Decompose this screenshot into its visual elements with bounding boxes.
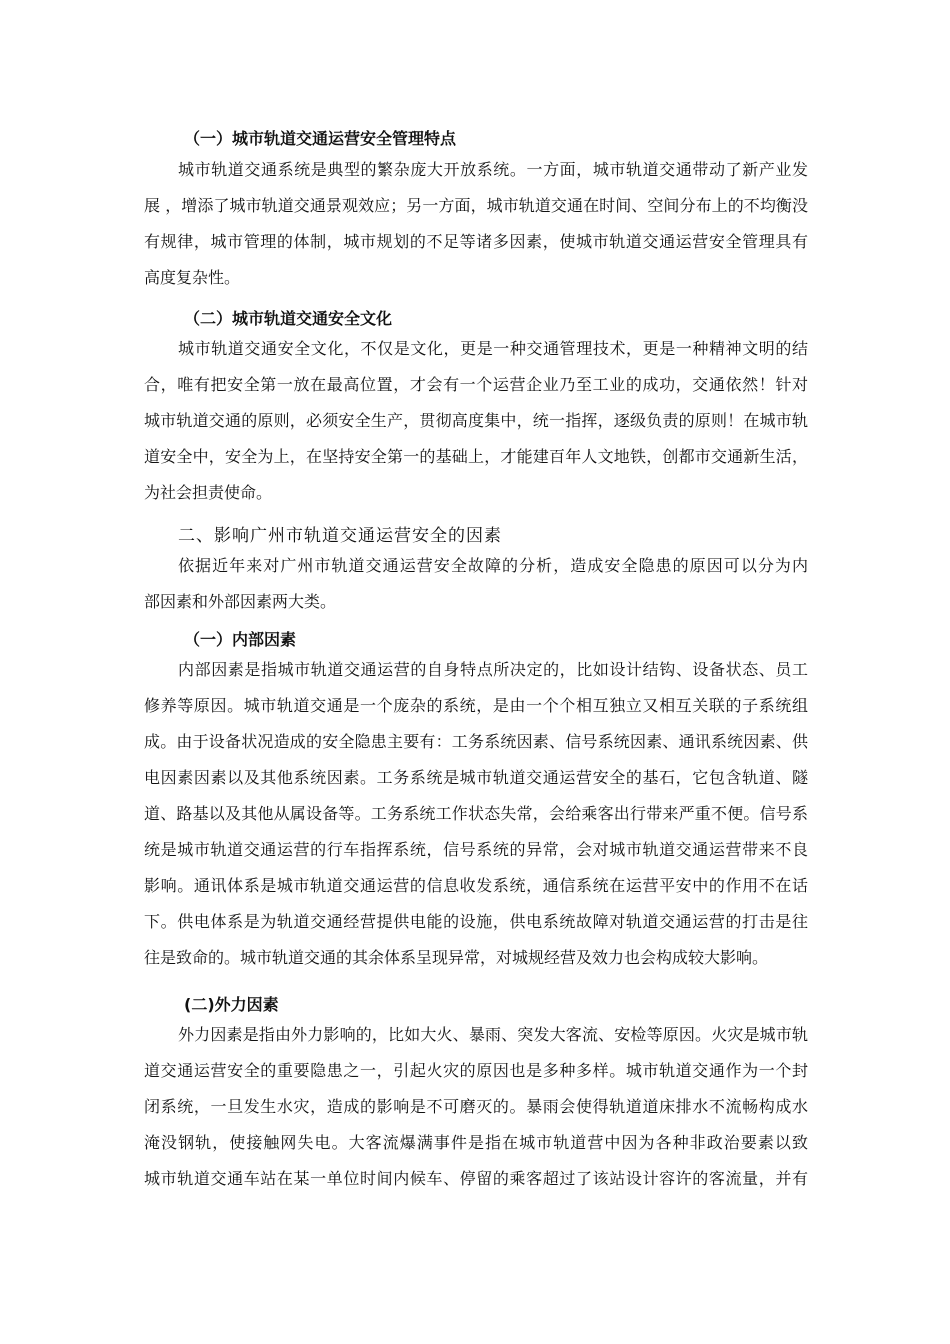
section-heading-external-factors: (二)外力因素 <box>184 995 279 1014</box>
paragraph-line: 为社会担责使命。 <box>144 483 273 502</box>
paragraph-line: 电因素因素以及其他系统因素。工务系统是城市轨道交通运营安全的基石，它包含轨道、隧 <box>144 768 808 787</box>
paragraph-line: 淹没钢轨，使接触网失电。大客流爆满事件是指在城市轨道营中因为各种非政治要素以致 <box>144 1133 808 1152</box>
paragraph-line: 道、路基以及其他从属设备等。工务系统工作状态失常，会给乘客出行带来严重不便。信号系 <box>144 804 808 823</box>
paragraph-line: 内部因素是指城市轨道交通运营的自身特点所决定的，比如设计结钩、设备状态、员工 <box>178 660 808 679</box>
paragraph-line: 下。供电体系是为轨道交通经营提供电能的设施，供电系统故障对轨道交通运营的打击是往 <box>144 912 808 931</box>
paragraph-line: 城市轨道交通车站在某一单位时间内候车、停留的乘客超过了该站设计容许的客流量，并有 <box>144 1169 808 1188</box>
paragraph-line: 道交通运营安全的重要隐患之一，引起火灾的原因也是多种多样。城市轨道交通作为一个封 <box>144 1061 808 1080</box>
section-heading-operation-safety-features: （一）城市轨道交通运营安全管理特点 <box>184 129 457 148</box>
paragraph-safety-culture <box>144 331 808 511</box>
paragraph-operation-safety-features <box>144 152 808 296</box>
paragraph-line: 有规律，城市管理的体制，城市规划的不足等诸多因素，使城市轨道交通运营安全管理具有 <box>144 232 808 251</box>
paragraph-line: 合，唯有把安全第一放在最高位置，才会有一个运营企业乃至工业的成功，交通依然！针对 <box>144 375 808 394</box>
paragraph-line: 外力因素是指由外力影响的，比如大火、暴雨、突发大客流、安检等原因。火灾是城市轨 <box>178 1025 808 1044</box>
paragraph-line: 城市轨道交通的原则，必须安全生产，贯彻高度集中，统一指挥，逐级负责的原则！在城市轨 <box>144 411 808 430</box>
chapter-heading-influencing-factors: 二、影响广州市轨道交通运营安全的因素 <box>178 526 502 546</box>
paragraph-line: 依据近年来对广州市轨道交通运营安全故障的分析，造成安全隐患的原因可以分为内 <box>178 556 808 575</box>
paragraph-influencing-factors <box>144 548 808 620</box>
section-heading-internal-factors: （一）内部因素 <box>184 630 297 649</box>
paragraph-line: 道安全中，安全为上，在坚持安全第一的基础上，才能建百年人文地铁，创都市交通新生活， <box>144 447 808 466</box>
paragraph-line: 城市轨道交通系统是典型的繁杂庞大开放系统。一方面，城市轨道交通带动了新产业发 <box>178 160 808 179</box>
paragraph-line: 部因素和外部因素两大类。 <box>144 592 337 611</box>
paragraph-line: 成。由于设备状况造成的安全隐患主要有：工务系统因素、信号系统因素、通讯系统因素、供 <box>144 732 808 751</box>
paragraph-line: 影响。通讯体系是城市轨道交通运营的信息收发系统，通信系统在运营平安中的作用不在话 <box>144 876 808 895</box>
paragraph-line: 城市轨道交通安全文化，不仅是文化，更是一种交通管理技术，更是一种精神文明的结 <box>178 339 808 358</box>
paragraph-line: 修养等原因。城市轨道交通是一个庞杂的系统，是由一个个相互独立又相互关联的子系统组 <box>144 696 808 715</box>
paragraph-external-factors <box>144 1017 808 1197</box>
paragraph-line: 高度复杂性。 <box>144 268 241 287</box>
paragraph-line: 往是致命的。城市轨道交通的其余体系呈现异常，对城规经营及效力也会构成较大影响。 <box>144 948 769 967</box>
paragraph-line: 展 ，增添了城市轨道交通景观效应；另一方面，城市轨道交通在时间、空间分布上的不均衡没 <box>144 196 808 215</box>
section-heading-safety-culture: （二）城市轨道交通安全文化 <box>184 309 393 328</box>
paragraph-line: 统是城市轨道交通运营的行车指挥系统，信号系统的异常，会对城市轨道交通运营带来不良 <box>144 840 808 859</box>
paragraph-internal-factors <box>144 652 808 976</box>
paragraph-line: 闭系统，一旦发生水灾，造成的影响是不可磨灭的。暴雨会使得轨道道床排水不流畅构成水 <box>144 1097 808 1116</box>
